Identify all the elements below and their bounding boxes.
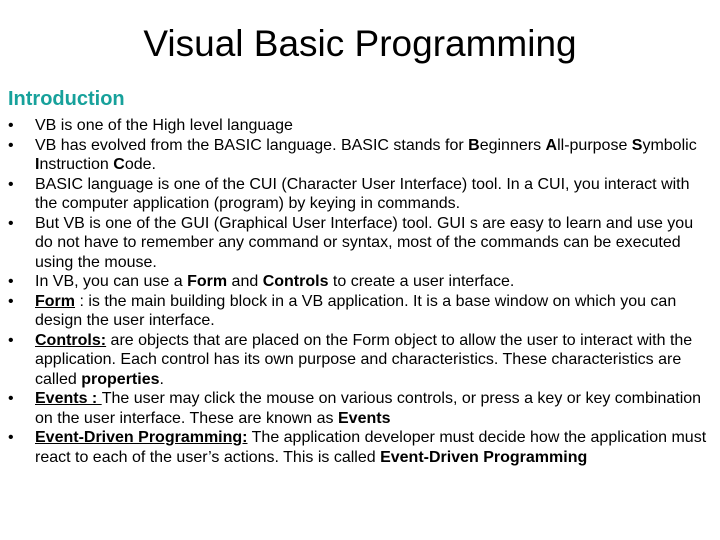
bullet-text: are objects that are placed on the Form object to allow the user to interact with the application. Each control has its own purpose and characteristics. These characteristics are called (35, 331, 693, 388)
bullet-text: eginners (479, 136, 546, 154)
list-item (8, 428, 714, 467)
bullet-icon: • (8, 292, 14, 310)
list-item (8, 136, 714, 175)
bullet-text: VB is one of the High level language (35, 117, 293, 134)
bold-letter: C (113, 156, 125, 173)
term-heading: Form (35, 292, 75, 310)
bullet-text: VB has evolved from the BASIC language. BASIC stands for (35, 136, 469, 154)
list-item (8, 389, 714, 428)
bullet-icon: • (8, 429, 14, 446)
list-item (8, 292, 714, 331)
bold-letter: A (545, 136, 558, 154)
bullet-text: The user may click the mouse on various controls, or press a key or key combination on the user interface. These are known as (35, 390, 702, 427)
bullet-text: In VB, you can use a (35, 273, 188, 290)
bold-term: Form (187, 273, 228, 290)
list-item (8, 116, 714, 136)
slide-title: Visual Basic Programming (143, 23, 577, 64)
bullet-icon: • (8, 136, 14, 154)
list-item (8, 331, 714, 390)
bullet-text: nstruction (39, 156, 114, 173)
term-heading: Events : (35, 390, 102, 407)
bullet-text: : is the main building block in a VB application. It is a base window on which you can design the user interface. (35, 292, 677, 329)
bullet-text: ll-purpose (557, 136, 632, 154)
bold-term: Controls (262, 273, 329, 290)
bullet-text: ode. (124, 156, 156, 173)
bold-letter: S (631, 136, 643, 154)
bullet-text: But VB is one of the GUI (Graphical User Interface) tool. GUI s are easy to learn and use you do not have to remember any command or syntax, most of the commands can be executed using the mouse. (35, 214, 694, 271)
list-item (8, 214, 714, 273)
bullet-icon: • (8, 331, 14, 349)
bullet-text: The application developer must decide how the application must react to each of the user’s actions. This is called (35, 429, 707, 466)
bullet-text: and (227, 273, 263, 290)
bold-letter: B (468, 136, 480, 154)
term-heading: Controls: (35, 331, 107, 349)
bullet-icon: • (8, 273, 14, 290)
bullet-icon: • (8, 214, 14, 232)
bullet-icon: • (8, 175, 14, 193)
bullet-icon: • (8, 390, 14, 407)
term-heading: Event-Driven Programming: (35, 429, 248, 446)
bold-term: properties (81, 370, 160, 388)
bullet-text: to create a user interface. (328, 273, 515, 290)
list-item (8, 175, 714, 214)
bullet-text: BASIC language is one of the CUI (Character User Interface) tool. In a CUI, you interact with the computer application (program) by keying in commands. (35, 175, 690, 212)
bold-letter: I (35, 156, 40, 173)
bullet-list (8, 116, 714, 467)
list-item (8, 272, 714, 292)
bullet-icon: • (8, 117, 14, 134)
section-heading: Introduction (8, 88, 125, 110)
bold-term: Events (338, 409, 391, 427)
bold-term: Event-Driven Programming (380, 448, 588, 466)
bullet-text: ymbolic (642, 136, 697, 154)
bullet-text: . (159, 370, 164, 388)
